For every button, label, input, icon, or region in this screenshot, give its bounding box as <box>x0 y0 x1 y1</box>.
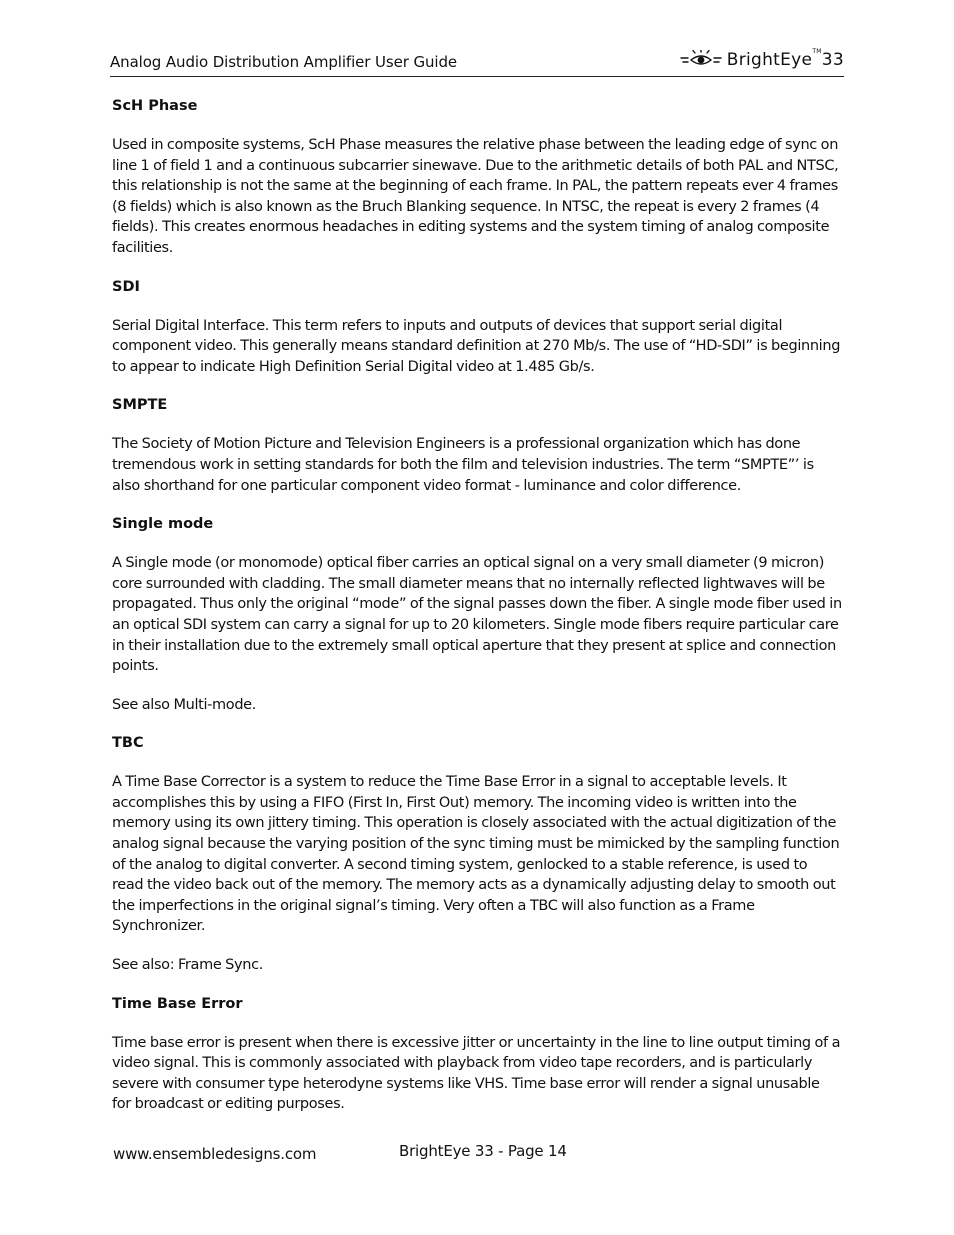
header-title: Analog Audio Distribution Amplifier User Guide <box>110 53 458 71</box>
term-heading: ScH Phase <box>112 98 198 114</box>
glossary-entry-time-base-error <box>112 994 842 1115</box>
term-heading: Single mode <box>112 516 214 533</box>
glossary-entry-sdi <box>112 277 842 378</box>
glossary-entry-sch-phase <box>112 96 842 259</box>
footer-page-number: BrightEye 33 - Page 14 <box>399 1142 567 1160</box>
glossary-content <box>112 96 842 1133</box>
term-definition: A Time Base Corrector is a system to reduce the Time Base Error in a signal to acceptable levels. It accomplishes this by using a FIFO (First In, First Out) memory. The incoming video is written into the memory using its own jittery timing. This operation is closely associated with the actual digitization of the analog signal because the varying position of the sync timing must be mimicked by the sampling function of the analog to digital converter. A second timing system, genlocked to a stable reference, is used to read the video back out of the memory. The memory acts as a dynamically adjusting delay to smooth out the imperfections in the original signal’s timing. Very often a TBC will also function as a Frame Synchronizer. <box>112 774 840 935</box>
glossary-entry-single-mode <box>112 514 842 715</box>
term-definition: The Society of Motion Picture and Television Engineers is a professional organization which has done tremendous work in setting standards for both the film and television industries. The term “SMPTE”’ is also shorthand for one particular component video format - luminance and color difference. <box>112 436 814 494</box>
eye-icon <box>679 50 723 70</box>
term-heading: Time Base Error <box>112 995 243 1012</box>
term-definition: Time base error is present when there is excessive jitter or uncertainty in the line to line output timing of a video signal. This is commonly associated with playback from video tape recorders, and is particularly severe with consumer type heterodyne systems like VHS. Time base error will render a signal unusable for broadcast or editing purposes. <box>112 1034 841 1113</box>
term-definition: Serial Digital Interface. This term refers to inputs and outputs of devices that support serial digital component video. This generally means standard definition at 270 Mb/s. The use of “HD-SDI” is beginning to appear to indicate High Definition Serial Digital video at 1.485 Gb/s. <box>112 317 841 375</box>
term-see-also: See also: Frame Sync. <box>112 957 263 974</box>
term-heading: SMPTE <box>112 397 168 414</box>
term-definition: A Single mode (or monomode) optical fiber carries an optical signal on a very small diameter (9 micron) core surrounded with cladding. The small diameter means that no internally reflected lightwaves will be propagated. Thus only the original “mode” of the signal passes down the fiber. A single mode fiber used in an optical SDI system can carry a signal for up to 20 kilometers. Single mode fibers require particular care in their installation due to the extremely small optical aperture that they present at splice and connection points. <box>112 555 842 675</box>
footer-website: www.ensembledesigns.com <box>113 1145 317 1163</box>
term-see-also: See also Multi-mode. <box>112 696 257 713</box>
glossary-entry-tbc <box>112 733 842 975</box>
term-definition: Used in composite systems, ScH Phase measures the relative phase between the leading edge of sync on line 1 of field 1 and a continuous subcarrier sinewave. Due to the arithmetic details of both PAL and NTSC, this relationship is not the same at the beginning of each frame. In PAL, the pattern repeats ever 4 frames (8 fields) which is also known as the Bruch Blanking sequence. In NTSC, the repeat is every 2 frames (4 fields). This creates enormous headaches in editing systems and the system timing of analog composite facilities. <box>112 137 839 256</box>
term-heading: SDI <box>112 278 140 295</box>
brighteye-logo <box>679 50 844 70</box>
term-heading: TBC <box>112 735 144 752</box>
page-header <box>110 48 844 77</box>
glossary-entry-smpte <box>112 395 842 496</box>
logo-wordmark: BrightEye™33 <box>726 48 844 70</box>
